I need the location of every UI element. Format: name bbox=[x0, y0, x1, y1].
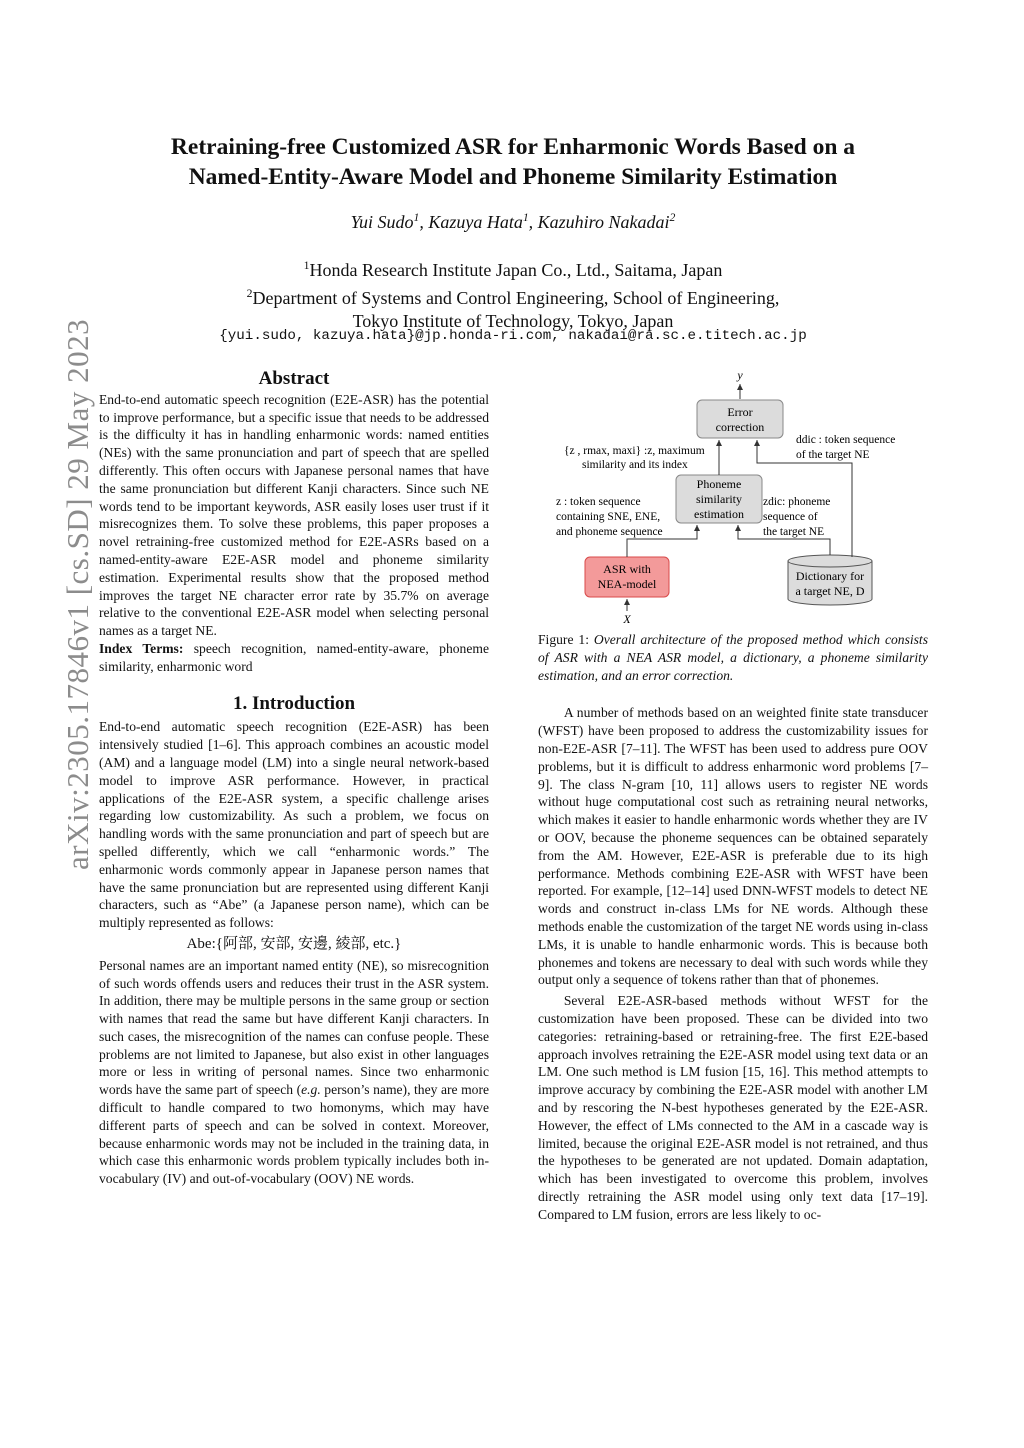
affiliations bbox=[100, 254, 926, 333]
index-terms bbox=[99, 640, 489, 676]
right-paragraph-1: A number of methods based on an weighted finite state transducer (WFST) have been proposed to address the customizability issues for non-E2E-ASR [7–11]. The WFST has been used to address pure OOV problems, but it is difficult to address enharmonic word problems [7–9]. The class N-gram [10, 11] allows users to register NE words without huge computational cost such as retraining neural networks, which makes it easier to handle enharmonic words whether they are IV or OOV, because the phoneme sequences can be obtained separately from the AM. However, E2E-ASR is preferable due to its high performance. Methods combining E2E-ASR with WFST have been reported. For example, [12–14] used DNN-WFST models to detect NE words and construct in-class LMs for NE words. Although these methods enable the customization of the target NE words using in-class LMs, it is unable to handle enharmonic words. This is because both phonemes and tokens are necessary to deal with such words while they output only a sequence of tokens rather than that of phonemes. bbox=[538, 705, 928, 988]
error-correction-label-1: Error bbox=[727, 405, 753, 419]
author-name: Kazuya Hata bbox=[428, 212, 523, 232]
annotation-top-2: similarity and its index bbox=[582, 459, 688, 471]
right-paragraph-2: Several E2E-ASR-based methods without WFST for the customization have been proposed. These can be divided into two categories: retraining-based or retraining-free. The first E2E-based approach involves retraining the E2E-ASR model using text data or an LM. One such method is LM fusion [15, 16]. This method attempts to improve accuracy by combining the E2E-ASR model with another LM and by rescoring the N-best hypotheses generated by the E2E-ASR. However, the effect of LMs connected to the AM in a cascade way is limited, because the original E2E-ASR model is not retrained, and thus the hypotheses to be generated are not updated. Domain adaptation, which has been investigated to overcome this problem, involves directly retraining the ASR model using only text data [17–19]. Compared to LM fusion, errors are less likely to oc- bbox=[538, 993, 928, 1222]
right-column bbox=[538, 631, 928, 1224]
index-terms-label: Index Terms: bbox=[99, 640, 184, 656]
author-sup: 1 bbox=[522, 211, 529, 224]
left-column bbox=[99, 370, 489, 1188]
caption-label: Figure 1: bbox=[538, 632, 589, 647]
affiliation-text: Honda Research Institute Japan Co., Ltd., Saitama, Japan bbox=[309, 260, 723, 280]
author-sup: 2 bbox=[669, 211, 676, 224]
paper-title bbox=[100, 132, 926, 192]
enharmonic-example: Abe:{阿部, 安部, 安邊, 綾部, etc.} bbox=[186, 935, 402, 952]
affiliation-sup: 2 bbox=[246, 287, 253, 300]
author-sup: 1 bbox=[413, 211, 420, 224]
title-line-2: Named-Entity-Aware Model and Phoneme Similarity Estimation bbox=[188, 164, 838, 190]
intro-p2-eg: e.g. bbox=[301, 1082, 321, 1098]
author-name: Yui Sudo bbox=[350, 212, 414, 232]
affiliation-1 bbox=[100, 254, 926, 282]
annotation-zdic-3: the target NE bbox=[763, 526, 825, 538]
dictionary-label-2: a target NE, D bbox=[795, 584, 865, 598]
input-x-label: X bbox=[623, 612, 631, 626]
annotation-top-1: {z , rmax, maxi} :z, maximum bbox=[564, 445, 705, 457]
affiliation-2 bbox=[100, 282, 926, 310]
author-list bbox=[100, 211, 926, 233]
dictionary-label-1: Dictionary for bbox=[795, 569, 865, 583]
affiliation-text: Department of Systems and Control Engineering, School of Engineering, bbox=[252, 288, 780, 308]
intro-p2-text: Personal names are an important named entity (NE), so misrecognition of such words offends users and reduces their trust in the ASR system. In addition, there may be multiple persons in the same group or section with names that read the same but have different Kanji characters. In such cases, the misrecognition of the names can confuse people. These problems are not limited to Japanese, but also exist in other languages more or less in writing of personal names. Since two enharmonic words have the same part of speech ( bbox=[99, 957, 489, 1098]
error-correction-label-2: correction bbox=[715, 420, 765, 434]
author-emails: {yui.sudo, kazuya.hata}@jp.honda-ri.com, nakadai@ra.sc.e.titech.ac.jp bbox=[219, 328, 807, 344]
arxiv-identifier: arXiv:2305.17846v1 [cs.SD] 29 May 2023 bbox=[60, 318, 95, 870]
annotation-ddic-1: ddic : token sequence bbox=[796, 434, 896, 446]
intro-p2-text: person’s name), they are more difficult to handle compared to two homonyms, which may have different parts of speech and can be solved in context. Moreover, because enharmonic words may not be included in the training data, in which case this enharmonic words problem typically includes both in-vocabulary (IV) and out-of-vocabulary (OOV) NE words. bbox=[99, 1082, 489, 1187]
annotation-zdic-1: zdic: phoneme bbox=[763, 496, 831, 508]
asr-label-2: NEA-model bbox=[597, 577, 657, 591]
annotation-z-1: z : token sequence bbox=[556, 496, 641, 508]
affiliation-2b: Tokyo Institute of Technology, Tokyo, Japan bbox=[352, 311, 674, 331]
annotation-zdic-2: sequence of bbox=[763, 511, 818, 523]
phoneme-label-1: Phoneme bbox=[696, 477, 742, 491]
intro-paragraph-1: End-to-end automatic speech recognition (E2E-ASR) has been intensively studied [1–6]. This approach combines an acoustic model (AM) and a language model (LM) into a single neural network-based model to improve ASR performance. However, in practical applications of the E2E-ASR system, a specific challenge arises regarding low customizability. As such a problem, we focus on handling words with the same pronunciation and part of speech but are spelled differently, which we call “enharmonic words.” The enharmonic words commonly appear in Japanese person names that have the same pronunciation but are represented using different Kanji characters, such as “Abe” (a Japanese person name), which can be multiply represented as follows: bbox=[99, 719, 489, 931]
author-sep: , bbox=[528, 212, 538, 232]
phoneme-label-3: estimation bbox=[694, 507, 744, 521]
abstract-text: End-to-end automatic speech recognition (E2E-ASR) has the potential to improve performance, but a specific issue that needs to be addressed is the difficulty it has in handling enharmonic words: named entities (NEs) with the same pronunciation and part of speech that are spelled differently. This often occurs with Japanese personal names that have the same pronunciation but different Kanji characters. Since such NE words tend to be important keywords, ASR easily loses user trust if it misrecognizes them. To solve these problems, this paper proposes a novel retraining-free customized method for E2E-ASRs based on a named-entity-aware E2E-ASR model and phoneme similarity estimation. Experimental results show that the proposed method improves the target NE character error rate by 35.7% on average relative to the conventional E2E-ASR model when selecting personal names as a target NE. bbox=[99, 391, 489, 639]
author-name: Kazuhiro Nakadai bbox=[537, 212, 670, 232]
annotation-ddic-2: of the target NE bbox=[796, 449, 870, 461]
title-line-1: Retraining-free Customized ASR for Enharmonic Words Based on a bbox=[170, 134, 856, 160]
author-sep: , bbox=[419, 212, 429, 232]
phoneme-label-2: similarity bbox=[696, 492, 742, 506]
asr-label-1: ASR with bbox=[603, 562, 651, 576]
caption-text: Overall architecture of the proposed method which consists of ASR with a NEA ASR model, a dictionary, a phoneme similarity estimation, and an error correction. bbox=[538, 632, 928, 683]
figure-1-caption bbox=[538, 631, 928, 684]
intro-heading: 1. Introduction bbox=[232, 692, 356, 714]
figure-1-diagram bbox=[552, 367, 922, 629]
output-y-label: y bbox=[737, 368, 743, 382]
index-terms-text: speech recognition, named-entity-aware, phoneme similarity, enharmonic word bbox=[99, 640, 489, 674]
affiliation-sup: 1 bbox=[303, 259, 310, 272]
intro-paragraph-2 bbox=[99, 957, 489, 1188]
abstract-heading: Abstract bbox=[258, 368, 330, 389]
annotation-z-2: containing SNE, ENE, bbox=[556, 511, 661, 523]
annotation-z-3: and phoneme sequence bbox=[556, 526, 663, 538]
